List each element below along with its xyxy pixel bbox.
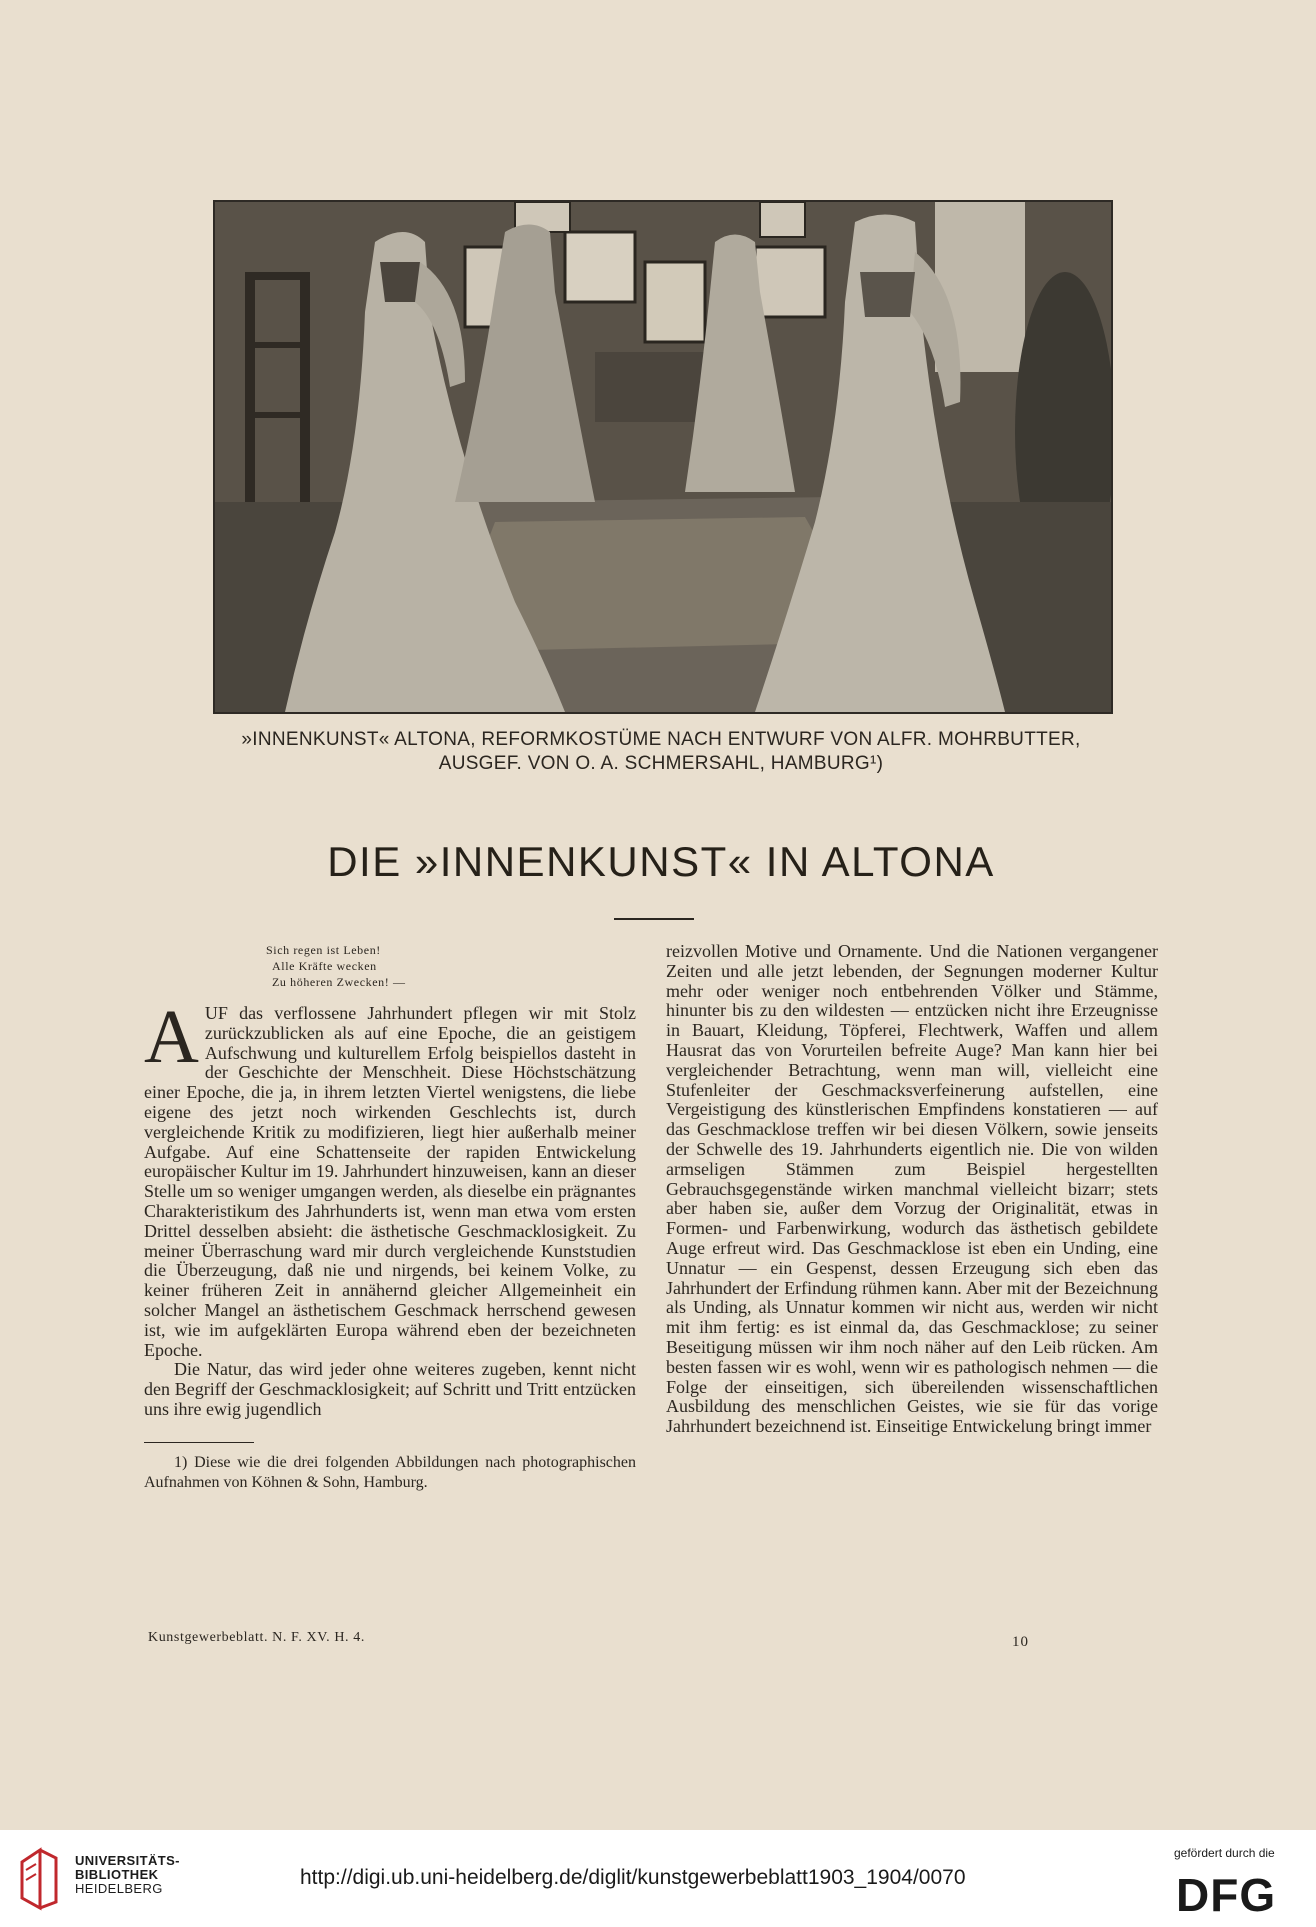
funded-by-label: gefördert durch die	[1174, 1846, 1275, 1860]
paragraph-3: reizvollen Motive und Ornamente. Und die Nationen vergangener Zeiten und alle jetzt lebenden, der Segnungen moderner Kultur mehr oder weniger noch entbehrenden Völker und Stämme, hinunter bis zu den wildesten — entzücken nicht ihre Erzeugnisse in Bauart, Kleidung, Töpferei, Flechtwerk, Waffen und allem Hausrat das von Vorurteilen befreite Auge? Man kann hier bei vergleichender Betrachtung, wenn man will, vielleicht eine Stufenleiter der Geschmacksverfeinerung aufstellen, eine Vergeistigung des künstlerischen Empfindens konstatieren — auf das Geschmacklose treffen wir bei diesen Völkern, sowie jenseits der Schwelle des 19. Jahrhunderts eigentlich nie. Die von wilden armseligen Stämmen zum Beispiel hergestellten Gebrauchsgegenstände wirken manchmal vielleicht bizarr; stets aber haben sie, außer dem Vorzug der Originalität, etwas in Formen- und Farbenwirkung, wodurch das ästhetisch gebildete Auge erfreut wird. Das Geschmacklose ist eben ein Unding, eine Unnatur — ein Gespenst, dessen Erzeugung sich eben das Jahrhundert der Erfindung rühmen kann. Aber mit der Bezeichnung als Unding, als Unnatur kommen wir nicht aus, werden wir nicht mit ihm fertig: es ist einmal da, das Geschmacklose; zu seiner Beseitigung müssen wir ihm noch näher auf den Leib rücken. Am besten fassen wir es wohl, wenn wir es pathologisch nehmen — die Folge der einseitigen, sich übereilenden wissenschaftlichen Ausbildung des menschlichen Geistes, wie sie für das vorige Jahrhundert bezeichnend ist. Einseitige Entwickelung bringt immer	[666, 941, 1158, 1437]
footnote-divider	[144, 1442, 254, 1443]
title-divider	[614, 918, 694, 920]
library-name-line-1: UNIVERSITÄTS-	[75, 1853, 180, 1868]
page-number: 10	[1012, 1634, 1029, 1650]
library-name-line-3: HEIDELBERG	[75, 1881, 163, 1896]
photo-caption	[213, 728, 1109, 776]
photo-illustration	[215, 202, 1111, 712]
left-column	[144, 942, 636, 1493]
library-name-line-2: BIBLIOTHEK	[75, 1867, 159, 1882]
motto-line-1: Sich regen ist Leben!	[266, 943, 381, 957]
library-name	[75, 1854, 180, 1896]
right-column	[666, 942, 1158, 1437]
reform-costumes-photo	[213, 200, 1113, 714]
library-logo-icon	[18, 1842, 60, 1914]
dfg-logo: DFG	[1176, 1869, 1277, 1921]
paragraph-1: UF das verflossene Jahrhundert pflegen wir mit Stolz zurückzublicken als auf eine Epoche, die an geistigem Aufschwung und kulturellem Erfolg beispiellos dasteht in der Geschichte der Menschheit. Diese Höchstschätzung einer Epoche, die ja, in ihrem letzten Viertel wenigstens, die liebe eigene des jetzt noch wirkenden Geschlechts ist, durch vergleichende Kritik zu modifizieren, liegt hier außerhalb meiner Aufgabe. Auf eine Schattenseite der rapiden Entwickelung europäischer Kultur im 19. Jahrhundert hinzuweisen, kann an dieser Stelle um so weniger umgangen werden, als dieselbe ein prägnantes Charakteristikum des Jahrhunderts ist, wenn man etwa vom ersten Drittel desselben absieht: die ästhetische Geschmacklosigkeit. Zu meiner Überraschung ward mir durch vergleichende Kunststudien die Überzeugung, daß nie und nirgends, bei keinem Volke, zu keiner früheren Zeit in annähernd gleicher Allgemeinheit ein solcher Mangel an ästhetischem Geschmack herrschend gewesen ist, wie im aufgeklärten Europa während eben der bezeichneten Epoche.	[144, 1003, 636, 1360]
drop-cap: A	[144, 995, 199, 1079]
paragraph-2: Die Natur, das wird jeder ohne weiteres zugeben, kennt nicht den Begriff der Geschmacklosigkeit; auf Schritt und Tritt entzücken uns ihre ewig jugendlich	[144, 1359, 636, 1419]
article-title: DIE »INNENKUNST« IN ALTONA	[327, 838, 995, 885]
footnote: 1) Diese wie die drei folgenden Abbildungen nach photographischen Aufnahmen von Köhnen & Sohn, Hamburg.	[144, 1453, 636, 1491]
journal-signature: Kunstgewerbeblatt. N. F. XV. H. 4.	[148, 1630, 365, 1645]
motto-line-2: Alle Kräfte wecken	[272, 959, 377, 973]
motto	[266, 942, 636, 990]
motto-line-3: Zu höheren Zwecken! —	[272, 975, 406, 989]
caption-line-2: AUSGEF. VON O. A. SCHMERSAHL, HAMBURG¹)	[438, 753, 884, 774]
intro-paragraph	[144, 995, 636, 1360]
footer-bar	[0, 1830, 1316, 1927]
caption-line-1: »INNENKUNST« ALTONA, REFORMKOSTÜME NACH ENTWURF VON ALFR. MOHRBUTTER,	[241, 729, 1081, 750]
permalink-url[interactable]: http://digi.ub.uni-heidelberg.de/diglit/kunstgewerbeblatt1903_1904/0070	[300, 1866, 966, 1889]
